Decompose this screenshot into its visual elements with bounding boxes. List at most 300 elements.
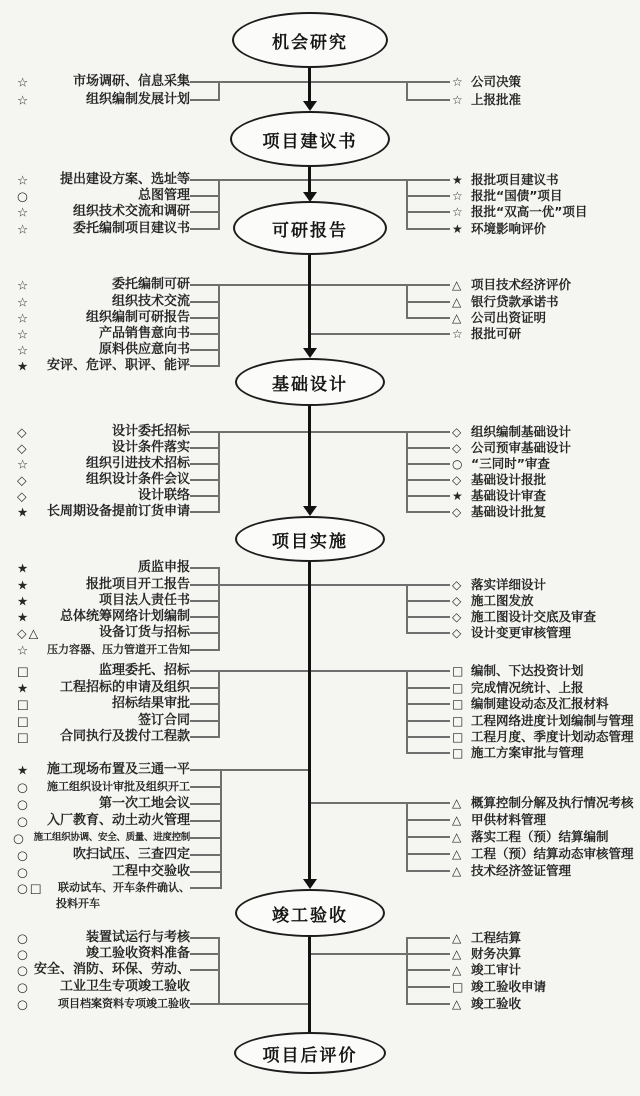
- task-symbol: ○: [17, 930, 30, 946]
- task-item: [452, 189, 562, 203]
- task-label: 投料开车: [56, 896, 100, 910]
- stage-oval: [232, 12, 388, 68]
- bracket-line: [406, 584, 408, 634]
- task-symbol: ○: [13, 830, 26, 846]
- item-connector: [190, 703, 220, 705]
- item-connector: [190, 211, 220, 213]
- task-label: 工业卫生专项竣工验收: [59, 978, 190, 994]
- task-label: 概算控制分解及执行情况考核: [471, 794, 634, 810]
- flow-arrowhead: [303, 879, 317, 889]
- bracket-line: [218, 431, 220, 513]
- task-symbol: ☆: [17, 74, 31, 90]
- task-label: 施工组织协调、安全、质量、进度控制: [33, 831, 190, 843]
- item-connector: [406, 937, 450, 939]
- item-connector: [190, 365, 220, 367]
- task-symbol: ◇: [452, 593, 462, 608]
- item-connector: [406, 616, 450, 618]
- task-label: 落实工程（预）结算编制: [471, 828, 609, 844]
- task-item: [452, 714, 634, 728]
- item-connector: [190, 854, 222, 856]
- task-symbol: ◇: [452, 424, 462, 439]
- task-item: [452, 473, 546, 487]
- task-item: [452, 610, 596, 624]
- task-symbol: □: [452, 696, 464, 711]
- task-label: 设计联络: [137, 487, 190, 503]
- item-connector: [190, 600, 220, 602]
- task-label: 银行贷款承诺书: [471, 293, 559, 309]
- item-connector: [406, 632, 450, 634]
- task-item: [452, 864, 571, 878]
- item-connector: [190, 301, 220, 303]
- task-symbol: ★: [452, 488, 463, 503]
- task-item: [452, 947, 521, 961]
- task-symbol: ◇: [452, 625, 462, 640]
- task-item: [452, 93, 521, 107]
- task-label: 组织设计条件会议: [85, 471, 190, 487]
- task-item: [452, 295, 559, 309]
- task-symbol: □: [452, 979, 464, 994]
- task-item: [452, 746, 584, 760]
- task-label: 提出建设方案、选址等: [59, 171, 190, 187]
- bracket-line: [218, 284, 220, 367]
- task-label: 入厂教育、动土动火管理: [46, 812, 190, 828]
- task-symbol: △: [452, 930, 462, 945]
- task-item: [452, 205, 587, 219]
- task-label: 市场调研、信息采集: [72, 73, 190, 89]
- task-label: 质监申报: [137, 559, 190, 575]
- item-connector: [406, 195, 450, 197]
- task-item: [452, 813, 546, 827]
- task-item: [452, 847, 634, 861]
- task-symbol: ○: [17, 188, 30, 204]
- task-symbol: ◇: [452, 472, 462, 487]
- bracket-line: [406, 179, 408, 230]
- task-label: 编制建设动态及汇报材料: [471, 695, 609, 711]
- task-item: [452, 505, 546, 519]
- task-symbol: ○: [17, 813, 30, 829]
- task-label: 编制、下达投资计划: [471, 662, 584, 678]
- attach-line: [218, 670, 311, 672]
- flow-arrowhead: [303, 506, 317, 516]
- task-symbol: ★: [17, 560, 31, 576]
- task-item: [56, 898, 100, 910]
- item-connector: [406, 447, 450, 449]
- task-symbol: △: [452, 310, 462, 325]
- task-label: 组织引进技术招标: [85, 455, 190, 471]
- task-item: [452, 626, 571, 640]
- task-label: 基础设计审查: [471, 487, 547, 503]
- task-label: 施工现场布置及三通一平: [46, 761, 190, 777]
- task-symbol: ★: [452, 221, 463, 236]
- task-symbol: △: [452, 829, 462, 844]
- task-label: 总图管理: [137, 187, 190, 203]
- task-label: 签订合同: [137, 712, 190, 728]
- bracket-line: [218, 179, 220, 230]
- item-connector: [190, 670, 220, 672]
- task-symbol: ☆: [17, 221, 31, 237]
- stage-label: 项目建议书: [262, 131, 358, 152]
- task-item: [452, 441, 571, 455]
- attach-line: [218, 584, 311, 586]
- task-item: [452, 796, 634, 810]
- task-label: 监理委托、招标: [98, 662, 190, 678]
- flow-arrowhead: [303, 101, 317, 111]
- task-item: [452, 963, 521, 977]
- task-label: 工程（预）结算动态审核管理: [471, 845, 634, 861]
- task-item: [452, 931, 521, 945]
- task-label: 总体统筹网络计划编制: [59, 608, 190, 624]
- task-label: 工程月度、季度计划动态管理: [471, 728, 634, 744]
- item-connector: [190, 567, 220, 569]
- item-connector: [190, 803, 222, 805]
- item-connector: [190, 1003, 220, 1005]
- flow-line: [308, 68, 311, 102]
- item-connector: [190, 195, 220, 197]
- task-label: 产品销售意向书: [98, 325, 190, 341]
- task-symbol: ○: [452, 456, 463, 471]
- item-connector: [190, 820, 222, 822]
- item-connector: [190, 495, 220, 497]
- bracket-line: [406, 431, 408, 513]
- task-symbol: □: [17, 663, 31, 679]
- item-connector: [406, 969, 450, 971]
- item-connector: [406, 870, 450, 872]
- task-label: 完成情况统计、上报: [471, 679, 584, 695]
- task-symbol: ○: [17, 847, 30, 863]
- task-symbol: ★: [452, 172, 463, 187]
- item-connector: [190, 81, 220, 83]
- item-connector: [406, 819, 450, 821]
- task-symbol: ○: [17, 779, 30, 795]
- task-item: [452, 594, 534, 608]
- task-symbol: ☆: [17, 92, 31, 108]
- task-symbol: ○: [17, 796, 30, 812]
- task-symbol: ○: [17, 979, 30, 995]
- item-connector: [406, 986, 450, 988]
- item-connector: [406, 301, 450, 303]
- task-label: 委托编制项目建议书: [72, 220, 190, 236]
- task-item: [452, 75, 521, 89]
- task-item: [452, 830, 609, 844]
- task-label: 工程中交验收: [111, 863, 190, 879]
- task-item: [452, 578, 546, 592]
- task-label: 报批项目建议书: [471, 171, 559, 187]
- task-symbol: △: [452, 812, 462, 827]
- task-symbol: △: [452, 846, 462, 861]
- item-connector: [190, 349, 220, 351]
- item-connector: [406, 284, 450, 286]
- item-connector: [406, 228, 450, 230]
- task-symbol: ☆: [17, 456, 31, 472]
- task-symbol: ○: [17, 996, 30, 1012]
- item-connector: [406, 495, 450, 497]
- task-symbol: ☆: [452, 188, 463, 203]
- item-connector: [190, 179, 220, 181]
- task-label: 工程网络进度计划编制与管理: [471, 712, 634, 728]
- task-symbol: ★: [17, 762, 31, 778]
- task-item: [452, 278, 571, 292]
- task-symbol: □: [452, 729, 464, 744]
- task-symbol: ★: [17, 609, 31, 625]
- item-connector: [190, 616, 220, 618]
- task-symbol: □: [452, 680, 464, 695]
- attach-line: [218, 179, 311, 181]
- task-symbol: ◇: [17, 440, 29, 456]
- task-label: 施工图设计交底及审查: [471, 608, 597, 624]
- task-symbol: ★: [17, 577, 31, 593]
- attach-line: [310, 333, 450, 335]
- item-connector: [190, 447, 220, 449]
- task-symbol: ☆: [17, 642, 31, 658]
- task-label: 竣工验收申请: [471, 978, 547, 994]
- item-connector: [190, 969, 220, 971]
- task-symbol: △: [452, 277, 462, 292]
- flow-line: [308, 937, 311, 1033]
- item-connector: [190, 649, 220, 651]
- item-connector: [406, 703, 450, 705]
- task-label: 第一次工地会议: [98, 795, 190, 811]
- flow-arrowhead: [303, 348, 317, 358]
- task-label: 组织技术交流: [111, 293, 190, 309]
- task-label: 竣工验收: [471, 995, 522, 1011]
- task-label: 施工组织设计审批及组织开工: [47, 779, 190, 793]
- task-label: 技术经济签证管理: [471, 862, 572, 878]
- task-label: 装置试运行与考核: [85, 929, 190, 945]
- task-label: 基础设计批复: [471, 503, 547, 519]
- attach-line: [218, 284, 311, 286]
- task-label: 安全、消防、环保、劳动、: [33, 961, 190, 977]
- stage-label: 可研报告: [272, 220, 348, 241]
- task-label: 项目档案资料专项竣工验收: [58, 996, 190, 1010]
- item-connector: [406, 511, 450, 513]
- flow-line: [308, 255, 311, 349]
- task-symbol: △: [452, 996, 462, 1011]
- attach-line: [310, 584, 408, 586]
- task-item: [452, 697, 609, 711]
- attach-line: [218, 1003, 311, 1005]
- stage-label: 项目后评价: [262, 1045, 358, 1066]
- item-connector: [190, 463, 220, 465]
- task-item: [452, 980, 546, 994]
- task-label: 设计条件落实: [111, 439, 190, 455]
- bracket-line: [406, 937, 408, 1005]
- task-label: 原料供应意向书: [98, 341, 190, 357]
- task-label: “三同时”审查: [471, 455, 550, 471]
- attach-line: [310, 81, 408, 83]
- task-symbol: ☆: [17, 342, 31, 358]
- stage-label: 项目实施: [272, 531, 348, 552]
- task-label: 组织编制发展计划: [85, 91, 190, 107]
- item-connector: [190, 837, 222, 839]
- task-symbol: ◇: [452, 504, 462, 519]
- bracket-line: [406, 81, 408, 101]
- task-label: 组织编制可研报告: [85, 309, 190, 325]
- attach-line: [310, 284, 408, 286]
- task-item: [452, 327, 521, 341]
- item-connector: [406, 211, 450, 213]
- task-label: 施工图发放: [471, 592, 534, 608]
- task-symbol: ☆: [452, 204, 463, 219]
- attach-line: [310, 431, 408, 433]
- task-label: 落实详细设计: [471, 576, 547, 592]
- item-connector: [406, 431, 450, 433]
- item-connector: [406, 600, 450, 602]
- task-label: 长周期设备提前订货申请: [46, 503, 190, 519]
- task-symbol: ☆: [17, 310, 31, 326]
- task-label: 基础设计报批: [471, 471, 547, 487]
- task-label: 设备订货与招标: [98, 624, 190, 640]
- item-connector: [190, 887, 222, 889]
- task-label: 报批可研: [471, 325, 522, 341]
- stage-oval: [230, 111, 390, 167]
- flow-line: [308, 562, 311, 880]
- task-symbol: ○: [17, 946, 30, 962]
- task-label: 甲供材料管理: [471, 811, 547, 827]
- task-label: 竣工验收资料准备: [85, 945, 190, 961]
- item-connector: [190, 769, 222, 771]
- task-label: 工程招标的申请及组织: [59, 679, 190, 695]
- item-connector: [190, 228, 220, 230]
- attach-line: [218, 431, 311, 433]
- task-symbol: ☆: [452, 92, 463, 107]
- item-connector: [406, 179, 450, 181]
- task-item: [452, 681, 584, 695]
- item-connector: [190, 479, 220, 481]
- task-label: 压力容器、压力管道开工告知: [47, 642, 190, 656]
- item-connector: [406, 752, 450, 754]
- task-item: [452, 311, 546, 325]
- attach-line: [218, 81, 311, 83]
- task-item: [452, 664, 584, 678]
- task-symbol: ◇△: [17, 625, 41, 641]
- task-symbol: ○□: [17, 880, 44, 896]
- item-connector: [406, 1003, 450, 1005]
- flow-line: [308, 406, 311, 507]
- item-connector: [406, 802, 450, 804]
- attach-line: [310, 953, 408, 955]
- task-label: 委托编制可研: [111, 276, 190, 292]
- item-connector: [190, 632, 220, 634]
- attach-line: [310, 670, 408, 672]
- item-connector: [190, 786, 222, 788]
- task-label: 招标结果审批: [111, 695, 190, 711]
- task-symbol: △: [452, 863, 462, 878]
- task-label: 公司出资证明: [471, 309, 547, 325]
- item-connector: [406, 584, 450, 586]
- task-symbol: ☆: [17, 204, 31, 220]
- stage-oval: [235, 516, 385, 562]
- task-label: 项目法人责任书: [98, 592, 190, 608]
- task-label: 报批项目开工报告: [85, 576, 190, 592]
- task-symbol: □: [452, 713, 464, 728]
- item-connector: [406, 687, 450, 689]
- task-label: 施工方案审批与管理: [471, 744, 584, 760]
- task-label: 组织技术交流和调研: [72, 203, 190, 219]
- item-connector: [190, 720, 220, 722]
- task-item: [452, 425, 571, 439]
- task-symbol: □: [17, 696, 31, 712]
- task-symbol: △: [452, 294, 462, 309]
- task-label: 报批“国债”项目: [471, 187, 563, 203]
- item-connector: [190, 99, 220, 101]
- task-symbol: ☆: [17, 326, 31, 342]
- task-symbol: ○: [17, 962, 30, 978]
- task-label: 竣工审计: [471, 961, 522, 977]
- task-item: [452, 997, 521, 1011]
- stage-label: 机会研究: [272, 32, 348, 53]
- item-connector: [406, 736, 450, 738]
- item-connector: [406, 953, 450, 955]
- task-symbol: ◇: [452, 609, 462, 624]
- task-label: 公司决策: [471, 73, 522, 89]
- task-item: [452, 489, 546, 503]
- task-item: [452, 730, 634, 744]
- task-item: [452, 457, 550, 471]
- bracket-line: [406, 670, 408, 754]
- task-symbol: ☆: [17, 172, 31, 188]
- task-item: [452, 222, 546, 236]
- item-connector: [190, 333, 220, 335]
- flow-line: [308, 167, 311, 193]
- task-symbol: ◇: [17, 472, 29, 488]
- item-connector: [406, 836, 450, 838]
- task-label: 联动试车、开车条件确认、: [58, 880, 190, 894]
- task-symbol: ★: [17, 504, 31, 520]
- task-symbol: △: [452, 795, 462, 810]
- task-label: 设计变更审核管理: [471, 624, 572, 640]
- task-symbol: □: [452, 745, 464, 760]
- task-label: 财务决算: [471, 945, 522, 961]
- bracket-line: [218, 567, 220, 651]
- item-connector: [190, 317, 220, 319]
- stage-label: 基础设计: [272, 374, 348, 395]
- bracket-line: [218, 81, 220, 101]
- task-label: 安评、危评、职评、能评: [46, 357, 190, 373]
- task-symbol: ★: [17, 680, 31, 696]
- stage-label: 竣工验收: [272, 905, 348, 926]
- item-connector: [406, 479, 450, 481]
- task-symbol: ☆: [452, 74, 463, 89]
- task-symbol: ◇: [452, 440, 462, 455]
- item-connector: [406, 99, 450, 101]
- item-connector: [190, 687, 220, 689]
- item-connector: [190, 511, 220, 513]
- item-connector: [190, 431, 220, 433]
- item-connector: [406, 463, 450, 465]
- item-connector: [406, 720, 450, 722]
- attach-line: [310, 179, 408, 181]
- task-symbol: ◇: [17, 488, 29, 504]
- task-symbol: ☆: [452, 326, 463, 341]
- task-symbol: ○: [17, 864, 30, 880]
- task-symbol: ★: [17, 358, 31, 374]
- stage-oval: [234, 1032, 386, 1074]
- item-connector: [190, 284, 220, 286]
- task-label: 上报批准: [471, 91, 522, 107]
- item-connector: [190, 736, 220, 738]
- task-item: [452, 173, 559, 187]
- task-label: 合同执行及拨付工程款: [59, 728, 190, 744]
- task-symbol: ☆: [17, 294, 31, 310]
- task-label: 报批“双高一优”项目: [471, 203, 588, 219]
- item-connector: [190, 584, 220, 586]
- task-label: 吹扫试压、三查四定: [72, 846, 190, 862]
- task-label: 组织编制基础设计: [471, 423, 572, 439]
- task-label: 设计委托招标: [111, 423, 190, 439]
- task-symbol: □: [17, 729, 31, 745]
- task-label: 工程结算: [471, 929, 522, 945]
- task-label: 项目技术经济评价: [471, 276, 572, 292]
